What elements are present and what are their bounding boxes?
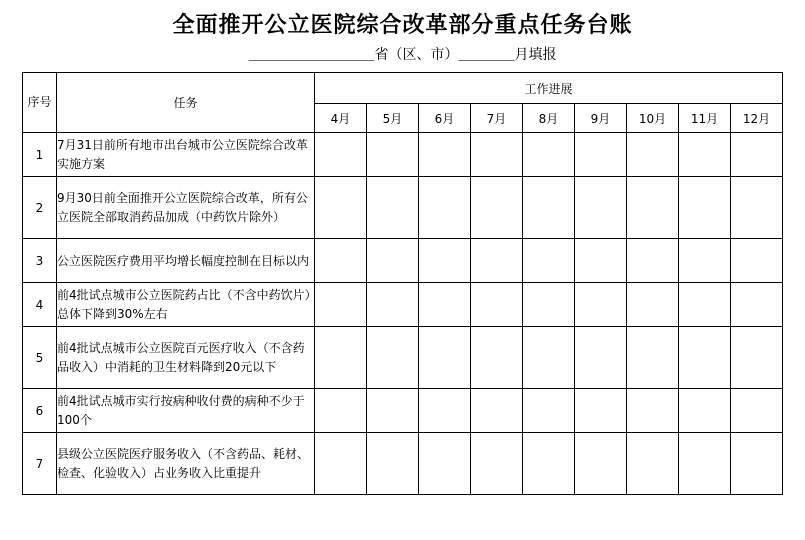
- document-page: [0, 12, 805, 540]
- cell-month-7[interactable]: [471, 133, 523, 177]
- cell-month-9[interactable]: [575, 283, 627, 327]
- row-task: 前4批试点城市公立医院药占比（不含中药饮片）总体下降到30%左右: [57, 283, 315, 327]
- cell-month-4[interactable]: [315, 239, 367, 283]
- cell-month-12[interactable]: [731, 239, 783, 283]
- page-subtitle: ＿＿＿＿＿＿＿＿＿省（区、市）＿＿＿＿月填报: [248, 47, 557, 64]
- cell-month-5[interactable]: [367, 389, 419, 433]
- cell-month-8[interactable]: [523, 177, 575, 239]
- cell-month-9[interactable]: [575, 133, 627, 177]
- cell-month-4[interactable]: [315, 177, 367, 239]
- header-row-top: [23, 73, 783, 104]
- row-seq: 7: [23, 433, 57, 495]
- cell-month-12[interactable]: [731, 389, 783, 433]
- column-header-month-10: 10月: [627, 104, 679, 133]
- column-header-month-8: 8月: [523, 104, 575, 133]
- cell-month-7[interactable]: [471, 177, 523, 239]
- cell-month-6[interactable]: [419, 389, 471, 433]
- row-seq: 6: [23, 389, 57, 433]
- cell-month-12[interactable]: [731, 177, 783, 239]
- cell-month-9[interactable]: [575, 239, 627, 283]
- cell-month-11[interactable]: [679, 177, 731, 239]
- row-task: 县级公立医院医疗服务收入（不含药品、耗材、检查、化验收入）占业务收入比重提升: [57, 433, 315, 495]
- table-row: [23, 389, 783, 433]
- cell-month-5[interactable]: [367, 177, 419, 239]
- cell-month-11[interactable]: [679, 239, 731, 283]
- cell-month-11[interactable]: [679, 327, 731, 389]
- cell-month-8[interactable]: [523, 133, 575, 177]
- cell-month-9[interactable]: [575, 433, 627, 495]
- cell-month-5[interactable]: [367, 239, 419, 283]
- cell-month-10[interactable]: [627, 389, 679, 433]
- table-body: [23, 133, 783, 495]
- cell-month-5[interactable]: [367, 283, 419, 327]
- cell-month-9[interactable]: [575, 177, 627, 239]
- cell-month-12[interactable]: [731, 327, 783, 389]
- cell-month-8[interactable]: [523, 239, 575, 283]
- column-header-progress: 工作进展: [315, 73, 783, 104]
- column-header-month-12: 12月: [731, 104, 783, 133]
- row-task: 9月30日前全面推开公立医院综合改革，所有公立医院全部取消药品加成（中药饮片除外）: [57, 177, 315, 239]
- cell-month-10[interactable]: [627, 327, 679, 389]
- cell-month-4[interactable]: [315, 389, 367, 433]
- row-seq: 1: [23, 133, 57, 177]
- table-row: [23, 239, 783, 283]
- task-ledger-table: [22, 72, 783, 495]
- cell-month-8[interactable]: [523, 389, 575, 433]
- cell-month-4[interactable]: [315, 327, 367, 389]
- cell-month-8[interactable]: [523, 283, 575, 327]
- cell-month-10[interactable]: [627, 433, 679, 495]
- row-seq: 3: [23, 239, 57, 283]
- column-header-seq: 序号: [23, 73, 57, 133]
- table-header: [23, 73, 783, 133]
- cell-month-7[interactable]: [471, 433, 523, 495]
- cell-month-7[interactable]: [471, 389, 523, 433]
- cell-month-11[interactable]: [679, 283, 731, 327]
- cell-month-7[interactable]: [471, 327, 523, 389]
- table-row: [23, 283, 783, 327]
- row-task: 前4批试点城市公立医院百元医疗收入（不含药品收入）中消耗的卫生材料降到20元以下: [57, 327, 315, 389]
- cell-month-6[interactable]: [419, 239, 471, 283]
- table-row: [23, 327, 783, 389]
- cell-month-12[interactable]: [731, 133, 783, 177]
- cell-month-10[interactable]: [627, 177, 679, 239]
- cell-month-5[interactable]: [367, 433, 419, 495]
- cell-month-4[interactable]: [315, 133, 367, 177]
- row-seq: 5: [23, 327, 57, 389]
- page-title: 全面推开公立医院综合改革部分重点任务台账: [172, 12, 633, 38]
- cell-month-9[interactable]: [575, 327, 627, 389]
- cell-month-8[interactable]: [523, 327, 575, 389]
- column-header-task: 任务: [57, 73, 315, 133]
- cell-month-4[interactable]: [315, 283, 367, 327]
- column-header-month-7: 7月: [471, 104, 523, 133]
- cell-month-11[interactable]: [679, 133, 731, 177]
- cell-month-6[interactable]: [419, 283, 471, 327]
- cell-month-7[interactable]: [471, 283, 523, 327]
- cell-month-10[interactable]: [627, 239, 679, 283]
- table-row: [23, 433, 783, 495]
- cell-month-5[interactable]: [367, 327, 419, 389]
- table-row: [23, 133, 783, 177]
- cell-month-7[interactable]: [471, 239, 523, 283]
- cell-month-11[interactable]: [679, 433, 731, 495]
- row-seq: 2: [23, 177, 57, 239]
- cell-month-10[interactable]: [627, 133, 679, 177]
- cell-month-10[interactable]: [627, 283, 679, 327]
- cell-month-4[interactable]: [315, 433, 367, 495]
- column-header-month-5: 5月: [367, 104, 419, 133]
- cell-month-9[interactable]: [575, 389, 627, 433]
- table-row: [23, 177, 783, 239]
- column-header-month-9: 9月: [575, 104, 627, 133]
- cell-month-11[interactable]: [679, 389, 731, 433]
- cell-month-5[interactable]: [367, 133, 419, 177]
- column-header-month-4: 4月: [315, 104, 367, 133]
- row-seq: 4: [23, 283, 57, 327]
- cell-month-6[interactable]: [419, 133, 471, 177]
- row-task: 7月31日前所有地市出台城市公立医院综合改革实施方案: [57, 133, 315, 177]
- cell-month-6[interactable]: [419, 433, 471, 495]
- row-task: 公立医院医疗费用平均增长幅度控制在目标以内: [57, 239, 315, 283]
- cell-month-6[interactable]: [419, 327, 471, 389]
- cell-month-12[interactable]: [731, 433, 783, 495]
- cell-month-8[interactable]: [523, 433, 575, 495]
- cell-month-12[interactable]: [731, 283, 783, 327]
- cell-month-6[interactable]: [419, 177, 471, 239]
- row-task: 前4批试点城市实行按病种收付费的病种不少于100个: [57, 389, 315, 433]
- column-header-month-11: 11月: [679, 104, 731, 133]
- column-header-month-6: 6月: [419, 104, 471, 133]
